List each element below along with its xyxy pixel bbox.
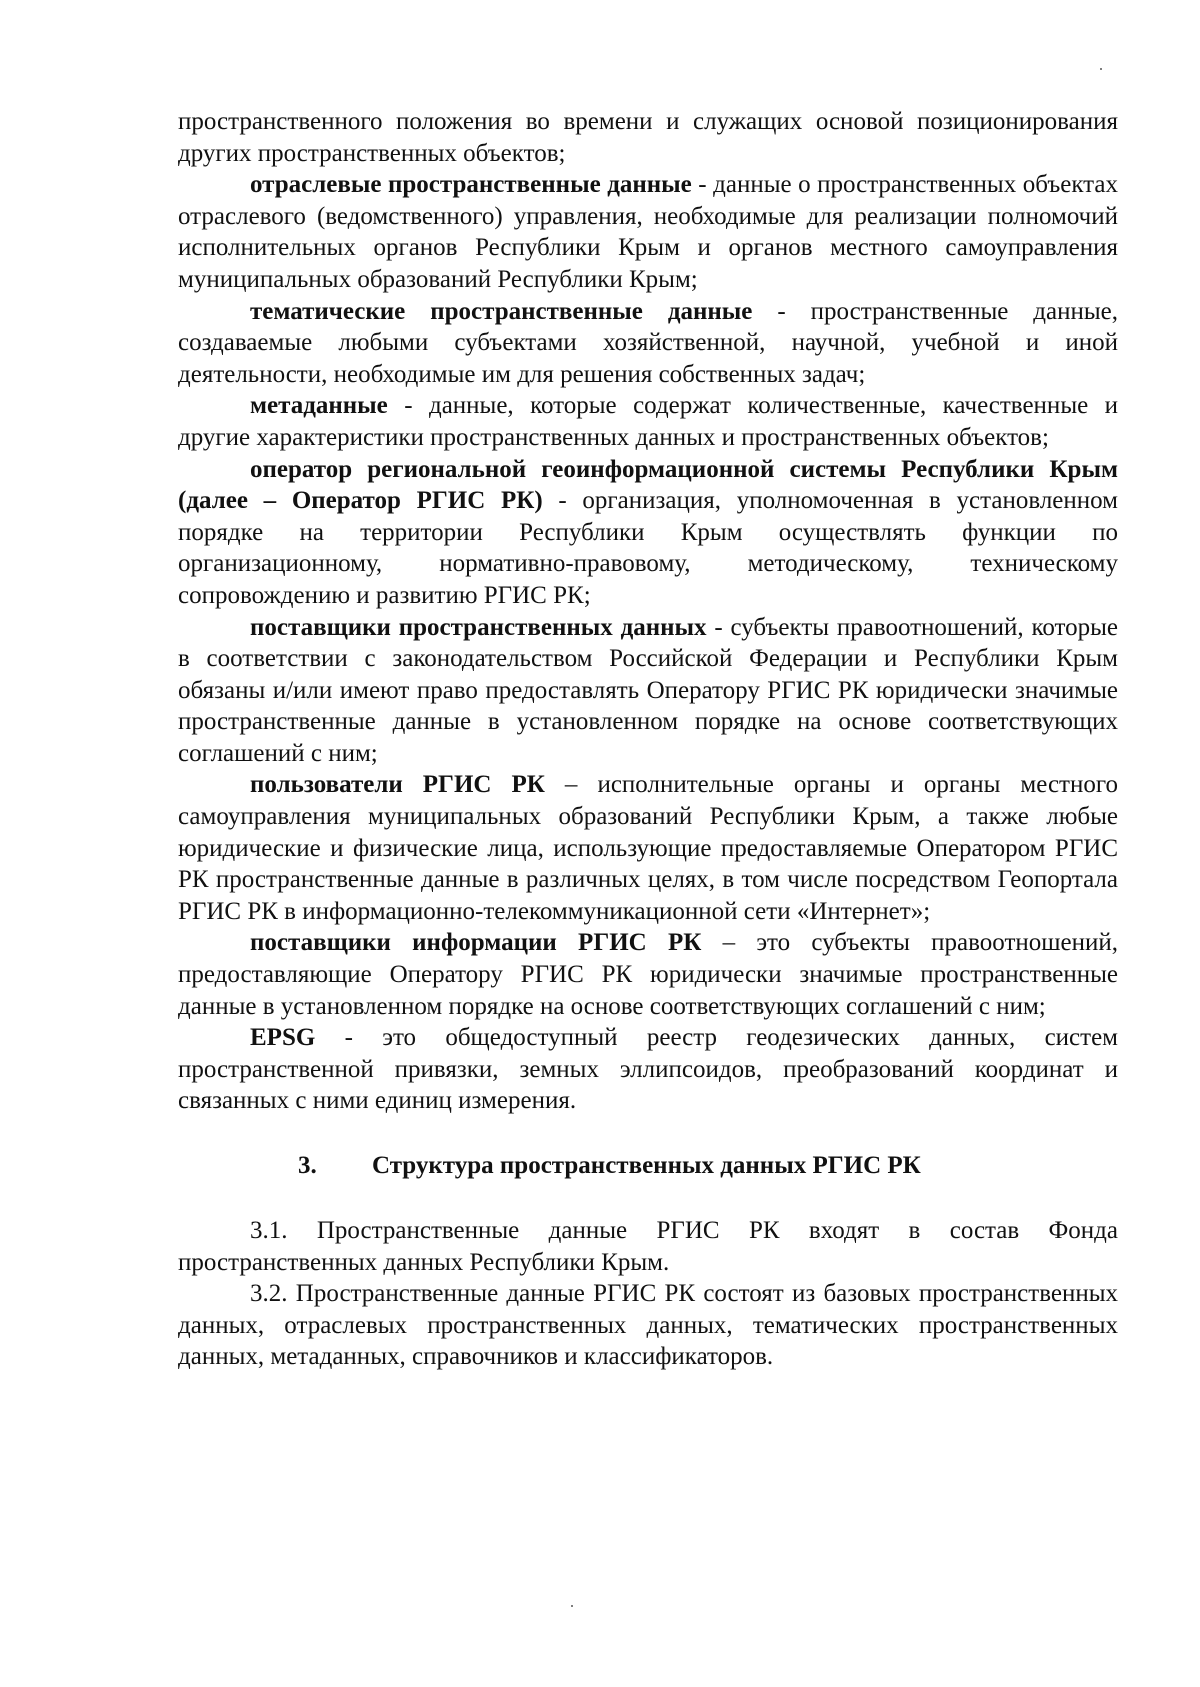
clause-text: Пространственные данные РГИС РК состоят из базовых пространственных данных, отраслевых пространственных данных, тематических пространственных данных, метаданных, справочников и классификаторов. bbox=[178, 1280, 1118, 1371]
definition-term: отраслевые пространственные данные bbox=[250, 171, 692, 199]
definition-paragraph bbox=[178, 454, 1118, 612]
definition-term: метаданные bbox=[250, 392, 388, 420]
intro-paragraph: пространственного положения во времени и служащих основой позиционирования других пространственных объектов; bbox=[178, 108, 1118, 167]
definition-term: пользователи РГИС РК bbox=[250, 771, 545, 799]
definition-text: это субъекты правоотношений, предоставляющие Оператору РГИС РК юридически значимые пространственные данные в установленном порядке на основе соответствующих соглашений с ним; bbox=[178, 929, 1118, 1020]
definition-separator: - bbox=[542, 487, 583, 515]
definition-separator: – bbox=[701, 929, 757, 957]
definition-paragraph bbox=[178, 390, 1118, 453]
definition-separator: - bbox=[691, 171, 714, 199]
definition-separator: - bbox=[706, 613, 731, 641]
definition-text: данные, которые содержат количественные, качественные и другие характеристики пространственных данных и пространственных объектов; bbox=[178, 392, 1119, 451]
definition-term: поставщики информации РГИС РК bbox=[250, 929, 702, 957]
definition-paragraph bbox=[178, 169, 1118, 295]
definition-paragraph bbox=[178, 927, 1118, 1022]
definition-separator: – bbox=[544, 771, 598, 799]
definition-term: EPSG bbox=[250, 1024, 316, 1052]
clause-number: 3.2. bbox=[250, 1280, 288, 1308]
scan-speck bbox=[571, 1605, 573, 1607]
definition-separator: - bbox=[752, 297, 811, 325]
definition-paragraph bbox=[178, 612, 1118, 770]
section-title: Структура пространственных данных РГИС РК bbox=[372, 1152, 921, 1179]
definition-paragraph bbox=[178, 769, 1118, 927]
definition-text: данные о пространственных объектах отраслевого (ведомственного) управления, необходимые для реализации полномочий исполнительных органов Республики Крым и органов местного самоуправления муниципальных образований Республики Крым; bbox=[178, 171, 1119, 293]
section-heading bbox=[178, 1150, 1118, 1182]
definition-term: поставщики пространственных данных bbox=[250, 613, 707, 641]
definition-term: тематические пространственные данные bbox=[250, 297, 753, 325]
definition-separator: - bbox=[387, 392, 429, 420]
definition-text: пространственные данные, создаваемые любыми субъектами хозяйственной, научной, учебной и иной деятельности, необходимые им для решения собственных задач; bbox=[178, 297, 1119, 388]
definition-term: оператор региональной геоинформационной системы Республики Крым (далее – Оператор РГИС РК) bbox=[178, 455, 1118, 515]
definition-text: исполнительные органы и органы местного самоуправления муниципальных образований Республики Крым, а также любые юридические и физические лица, использующие предоставляемые Оператором РГИС РК пространственные данные в различных целях, в том числе посредством Геопортала РГИС РК в информационно-телекоммуникационной сети «Интернет»; bbox=[178, 771, 1118, 925]
clause-paragraph bbox=[178, 1215, 1118, 1278]
definition-separator: - bbox=[315, 1024, 383, 1052]
clause-paragraph bbox=[178, 1278, 1118, 1373]
clause-text: Пространственные данные РГИС РК входят в состав Фонда пространственных данных Республики Крым. bbox=[178, 1217, 1118, 1276]
clause-number: 3.1. bbox=[250, 1217, 288, 1244]
definition-text: субъекты правоотношений, которые в соответствии с законодательством Российской Федерации и Республики Крым обязаны и/или имеют право предоставлять Оператору РГИС РК юридически значимые пространственные данные в установленном порядке на основе соответствующих соглашений с ним; bbox=[178, 613, 1118, 767]
document-body bbox=[178, 106, 1118, 1373]
section-number: 3. bbox=[298, 1152, 317, 1179]
definition-text: это общедоступный реестр геодезических данных, систем пространственной привязки, земных эллипсоидов, преобразований координат и связанных с ними единиц измерения. bbox=[178, 1024, 1118, 1115]
definition-paragraph bbox=[178, 1022, 1118, 1117]
scan-speck bbox=[1100, 68, 1102, 70]
definition-paragraph bbox=[178, 296, 1118, 391]
definition-text: организация, уполномоченная в установленном порядке на территории Республики Крым осуществлять функции по организационному, нормативно-правовому, методическому, техническому сопровождению и развитию РГИС РК; bbox=[178, 487, 1118, 609]
